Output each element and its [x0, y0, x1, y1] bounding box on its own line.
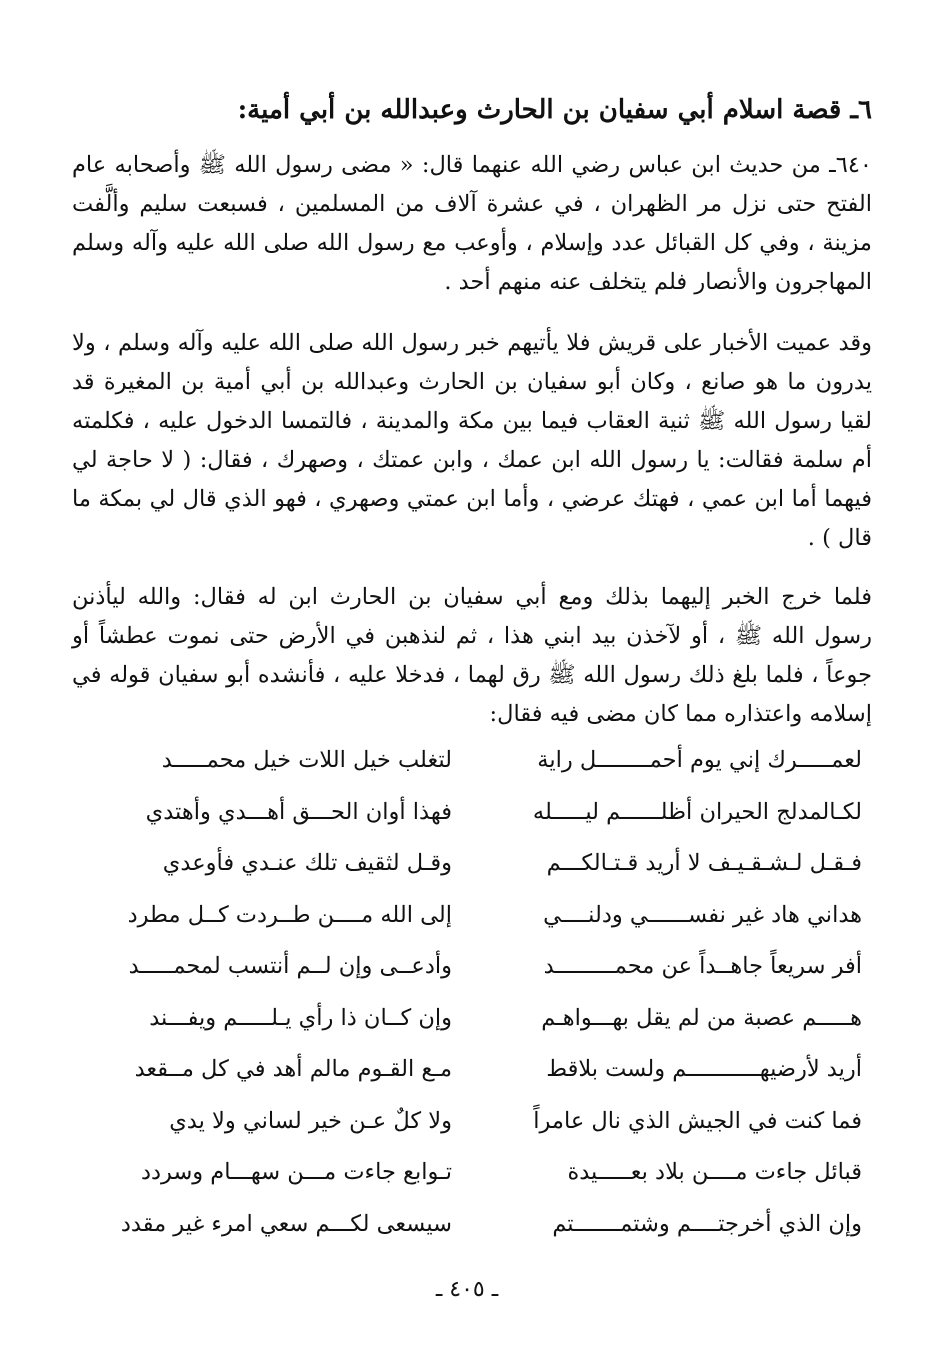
verse-second-hemistich: تـوابع جاءت مـــن سهـــام وسردد — [140, 1159, 452, 1185]
paragraph-hadith-640: ٦٤٠ـ من حديث ابن عباس رضي الله عنهما قال: « مضى رسول الله ﷺ وأصحابه عام الفتح حتى نزل مر الظهران ، في عشرة آلاف من المسلمين ، فسبعت سليم وألَّفت مزينة ، وفي كل القبائل عدد وإسلام ، وأوعب مع رسول الله صلى الله عليه وآله وسلم المهاجرون والأنصار فلم يتخلف عنه منهم أحد . — [72, 152, 872, 295]
page-number: ـ ٤٠٥ ـ — [435, 1277, 499, 1302]
verse-second-hemistich: مـع القـوم مالم أهد في كل مــقعد — [134, 1056, 452, 1082]
poem-verse — [72, 996, 872, 1048]
verse-second-hemistich: سيسعى لكـــم سعي امرء غير مقدد — [120, 1210, 452, 1237]
verse-first-hemistich: وإن الذي أخرجتــــم وشتمـــــــتم — [552, 1210, 862, 1237]
verse-first-hemistich: هداني هاد غير نفســــــي ودلنــــي — [543, 901, 862, 928]
verse-first-hemistich: فـقـل لـشـقـيـف لا أريد قـتـالكـــم — [546, 850, 862, 876]
paragraph-news-blinded: وقد عميت الأخبار على قريش فلا يأتيهم خبر رسول الله صلى الله عليه وآله وسلم ، ولا يدرون ما هو صانع ، وكان أبو سفيان بن الحارث وعبدالله بن أبي أمية بن المغيرة قد لقيا رسول الله ﷺ ثنية العقاب فيما بين مكة والمدينة ، فالتمسا الدخول عليه ، فكلمته أم سلمة فقالت: يا رسول الله ابن عمك ، وابن عمتك ، وصهرك ، فقال: ( لا حاجة لي فيهما أما ابن عمي ، فهتك عرضي ، وأما ابن عمتي وصهري ، فهو الذي قال لي بمكة ما قال ) . — [72, 330, 872, 551]
verse-first-hemistich: لكـالمدلج الحيران أظلــــــم ليـــــله — [532, 798, 862, 825]
verse-second-hemistich: ولا كلٌ عـن خير لساني ولا يدي — [169, 1107, 452, 1134]
verse-first-hemistich: هـــــم عصبة من لم يقل بهـــواهـم — [541, 1004, 862, 1031]
poem-verse — [72, 1202, 872, 1254]
verse-first-hemistich: قبائل جاءت مــــن بلاد بعـــــيدة — [567, 1159, 862, 1185]
verse-second-hemistich: إلى الله مــــن طــردت كــل مطرد — [127, 901, 452, 928]
poem-verse — [72, 790, 872, 842]
poem-verse — [72, 841, 872, 893]
section-heading: ٦ـ قصة اسلام أبي سفيان بن الحارث وعبدالله بن أبي أمية: — [237, 95, 872, 125]
verse-first-hemistich: أريد لأرضيهـــــــــــم ولست بلاقط — [546, 1056, 862, 1082]
poem-verse — [72, 738, 872, 790]
verse-first-hemistich: أفر سريعاً جاهــداً عن محمـــــــــد — [543, 953, 862, 979]
poem-verse — [72, 893, 872, 945]
verse-first-hemistich: لعمـــــرك إني يوم أحمــــــــل راية — [537, 747, 862, 773]
poem-verse — [72, 1150, 872, 1202]
verse-second-hemistich: وأدعــى وإن لــم أنتسب لمحمـــــد — [128, 953, 452, 979]
paragraph-abu-sufyan-recites: فلما خرج الخبر إليهما بذلك ومع أبي سفيان بن الحارث ابن له فقال: والله ليأذنن رسول الله ﷺ ، أو لآخذن بيد ابني هذا ، ثم لنذهبن في الأرض حتى نموت عطشاً أو جوعاً ، فلما بلغ ذلك رسول الله ﷺ رق لهما ، فدخلا عليه ، فأنشده أبو سفيان قوله في إسلامه واعتذاره مما كان مضى فيه فقال: — [72, 584, 872, 727]
verse-second-hemistich: وقـل لثقيف تلك عنـدي فأوعدي — [162, 850, 452, 876]
verse-second-hemistich: وإن كــان ذا رأي يـلـــــم ويفـــند — [149, 1004, 452, 1031]
poem-verse — [72, 944, 872, 996]
poem-verse — [72, 1099, 872, 1151]
verse-second-hemistich: فهذا أوان الحـــق أهـــدي وأهتدي — [145, 798, 452, 825]
poem-verse — [72, 1047, 872, 1099]
poem — [72, 738, 872, 1253]
verse-first-hemistich: فما كنت في الجيش الذي نال عامراً — [533, 1107, 862, 1134]
verse-second-hemistich: لتغلب خيل اللات خيل محمـــــد — [161, 747, 452, 773]
